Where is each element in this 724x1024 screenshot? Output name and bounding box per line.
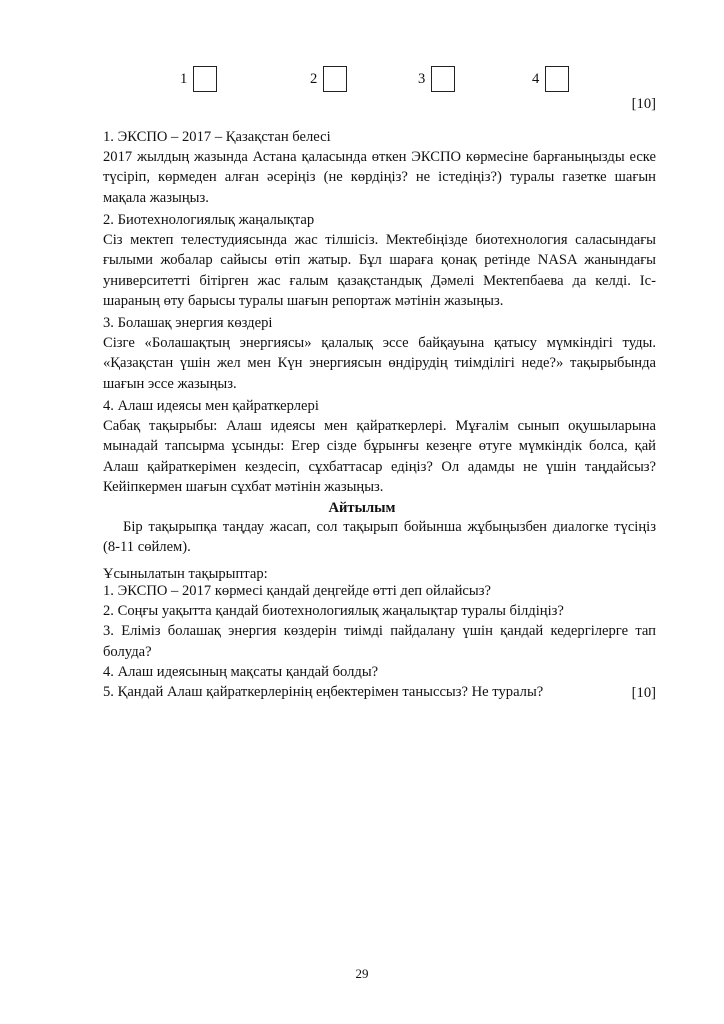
answer-box[interactable] [545, 66, 569, 92]
marks-label: [10] [631, 685, 656, 701]
speaking-section-title: Айтылым [328, 500, 396, 516]
list-item: 5. Қандай Алаш қайраткерлерінің еңбектерімен таныссыз? Не туралы? [103, 684, 544, 701]
list-item: 3. Еліміз болашақ энергия көздерін тиімді пайдалану үшін қандай кедергілерге тап болуда? [103, 623, 656, 660]
list-item: 2. Соңғы уақытта қандай биотехнологиялық жаңалықтар туралы білдіңіз? [103, 603, 564, 620]
topics-list [103, 581, 656, 702]
list-item: 4. Алаш идеясының мақсаты қандай болды? [103, 663, 379, 680]
answer-box-item-3 [418, 66, 455, 92]
task-body: Сіз мектеп телестудиясында жас тілшісіз. Мектебіңізде биотехнология саласындағы ғылыми жобалар сайысы өтіп жатыр. Бұл шараға қонақ ретінде NASA жанындағы университетті бітірген жас ғалым қазақстандық Дәмелі Мектепбаева да келді. Іс-шараның өту барысы туралы шағын репортаж мәтінін жазыңыз. [103, 232, 656, 309]
answer-box-item-1 [180, 66, 217, 92]
answer-box-item-2 [310, 66, 347, 92]
answer-box[interactable] [193, 66, 217, 92]
topics-label: Ұсынылатын тақырыптар: [103, 566, 268, 582]
answer-box-number: 4 [532, 70, 540, 87]
writing-task-1 [103, 127, 656, 208]
marks-label: [10] [631, 96, 656, 112]
page-number: 29 [355, 966, 369, 981]
list-item: 1. ЭКСПО – 2017 көрмесі қандай деңгейде өтті деп ойлайсыз? [103, 583, 491, 599]
answer-box[interactable] [431, 66, 455, 92]
task-body: Сізге «Болашақтың энергиясы» қалалық эссе байқауына қатысу мүмкіндігі туды. «Қазақстан үшін жел мен Күн энергиясын өндірудің тиімділігі неде?» тақырыбында шағын эссе жазыңыз. [103, 335, 656, 392]
task-heading: 4. Алаш идеясы мен қайраткерлері [103, 398, 319, 414]
answer-box-item-4 [532, 66, 569, 92]
answer-box[interactable] [323, 66, 347, 92]
task-body: Сабақ тақырыбы: Алаш идеясы мен қайраткерлері. Мұғалім сынып оқушыларына мынадай тапсырма ұсынды: Егер сізде бұрынғы кезеңге өтуге мүмкіндік болса, қай Алаш қайраткерімен кездесіп, сұхбаттасар едіңіз? Ол адамды не үшін таңдайсыз? Кейіпкермен шағын сұхбат мәтінін жазыңыз. [103, 418, 656, 495]
answer-box-number: 3 [418, 70, 426, 87]
task-heading: 3. Болашақ энергия көздері [103, 315, 273, 331]
speaking-intro: Бір тақырыпқа таңдау жасап, сол тақырып бойынша жұбыңызбен диалогке түсіңіз (8-11 сөйлем). [103, 519, 656, 556]
writing-task-4 [103, 396, 656, 497]
task-heading: 1. ЭКСПО – 2017 – Қазақстан белесі [103, 129, 331, 145]
writing-task-2 [103, 210, 656, 311]
task-body: 2017 жылдың жазында Астана қаласында өткен ЭКСПО көрмесіне барғаныңызды еске түсіріп, көрмеден алған әсеріңіз (не көрдіңіз? не істедіңіз?) туралы газетке шағын мақала жазыңыз. [103, 149, 656, 206]
task-heading: 2. Биотехнологиялық жаңалықтар [103, 212, 315, 228]
answer-box-number: 2 [310, 70, 318, 87]
answer-boxes-row [0, 66, 724, 94]
writing-task-3 [103, 313, 656, 394]
answer-box-number: 1 [180, 70, 188, 87]
